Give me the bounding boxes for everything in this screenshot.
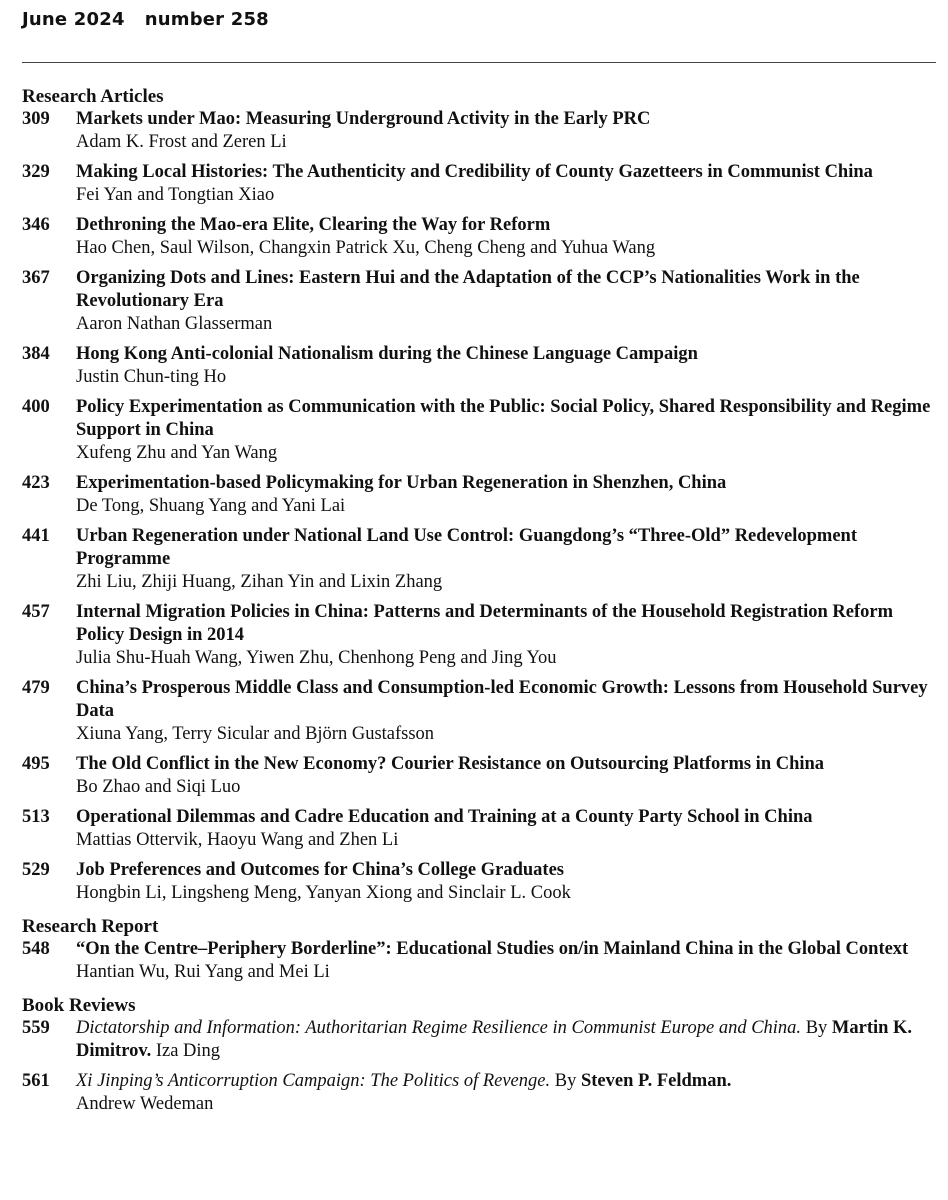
header-rule [22,62,936,63]
article-authors: Aaron Nathan Glasserman [76,314,273,334]
page-number: 346 [22,215,50,235]
issue-number: number 258 [144,9,269,30]
article-title[interactable]: Markets under Mao: Measuring Underground Activity in the Early PRC [76,109,651,129]
book-title[interactable]: Xi Jinping’s Anticorruption Campaign: The Politics of Revenge. [76,1071,551,1091]
article-title[interactable]: Experimentation-based Policymaking for Urban Regeneration in Shenzhen, China [76,473,727,493]
toc-entry[interactable] [22,601,938,670]
page-number: 423 [22,473,50,493]
section-title-book-reviews: Book Reviews [22,995,136,1016]
issue-date: June 2024 [22,9,125,30]
book-title[interactable]: Dictatorship and Information: Authoritarian Regime Resilience in Communist Europe and China. [76,1018,802,1038]
page-number: 384 [22,344,50,364]
page-number: 329 [22,162,50,182]
page-number: 457 [22,602,50,622]
toc-entry[interactable] [22,214,938,260]
section-title-research-report: Research Report [22,916,159,937]
article-title[interactable]: Organizing Dots and Lines: Eastern Hui and the Adaptation of the CCP’s Nationalities Work in the Revolutionary Era [76,268,860,311]
by-label: By [805,1018,828,1038]
reviewer: Iza Ding [155,1041,221,1061]
page-number: 513 [22,807,50,827]
reviewer: Andrew Wedeman [76,1094,214,1114]
article-title[interactable]: Internal Migration Policies in China: Patterns and Determinants of the Household Registration Reform Policy Design in 2014 [76,602,894,645]
article-authors: Bo Zhao and Siqi Luo [76,777,241,797]
article-authors: Xufeng Zhu and Yan Wang [76,443,278,463]
article-authors: Julia Shu-Huah Wang, Yiwen Zhu, Chenhong Peng and Jing You [76,648,557,668]
article-authors: Fei Yan and Tongtian Xiao [76,185,275,205]
page-number: 559 [22,1018,50,1038]
article-title[interactable]: The Old Conflict in the New Economy? Courier Resistance on Outsourcing Platforms in China [76,754,825,774]
article-title[interactable]: Operational Dilemmas and Cadre Education and Training at a County Party School in China [76,807,813,827]
article-authors: Adam K. Frost and Zeren Li [76,132,287,152]
article-authors: Hongbin Li, Lingsheng Meng, Yanyan Xiong and Sinclair L. Cook [76,883,571,903]
article-title[interactable]: Job Preferences and Outcomes for China’s College Graduates [76,860,564,880]
article-title[interactable]: Making Local Histories: The Authenticity and Credibility of County Gazetteers in Communist China [76,162,873,182]
toc-entry[interactable] [22,677,938,746]
toc-entry[interactable] [22,806,938,852]
toc-entry[interactable] [22,938,938,984]
page-number: 548 [22,939,50,959]
article-authors: Hantian Wu, Rui Yang and Mei Li [76,962,330,982]
article-authors: De Tong, Shuang Yang and Yani Lai [76,496,346,516]
article-authors: Hao Chen, Saul Wilson, Changxin Patrick Xu, Cheng Cheng and Yuhua Wang [76,238,656,258]
article-title[interactable]: Dethroning the Mao-era Elite, Clearing the Way for Reform [76,215,551,235]
toc-entry[interactable] [22,343,938,389]
page-number: 309 [22,109,50,129]
page-number: 561 [22,1071,50,1091]
article-title[interactable]: Policy Experimentation as Communication with the Public: Social Policy, Shared Responsibility and Regime Support in China [76,397,931,440]
toc-entry[interactable] [22,525,938,594]
page-number: 367 [22,268,50,288]
table-of-contents [22,86,938,1123]
toc-entry[interactable] [22,161,938,207]
toc-entry[interactable] [22,267,938,336]
toc-entry[interactable] [22,396,938,465]
issue-header [22,9,269,30]
toc-entry[interactable] [22,753,938,799]
page-number: 479 [22,678,50,698]
section-title-research-articles: Research Articles [22,86,164,107]
by-label: By [554,1071,577,1091]
article-authors: Justin Chun-ting Ho [76,367,227,387]
article-title[interactable]: “On the Centre–Periphery Borderline”: Educational Studies on/in Mainland China in the Global Context [76,939,909,959]
book-review-entry[interactable] [22,1070,938,1116]
article-title[interactable]: Hong Kong Anti-colonial Nationalism during the Chinese Language Campaign [76,344,698,364]
toc-entry[interactable] [22,472,938,518]
page-number: 400 [22,397,50,417]
article-title[interactable]: China’s Prosperous Middle Class and Consumption-led Economic Growth: Lessons from Household Survey Data [76,678,928,721]
page-number: 529 [22,860,50,880]
book-author: Martin K. Dimitrov. [76,1018,913,1061]
toc-entry[interactable] [22,108,938,154]
page-number: 441 [22,526,50,546]
book-review-entry[interactable] [22,1017,938,1063]
book-author: Steven P. Feldman. [580,1071,732,1091]
toc-entry[interactable] [22,859,938,905]
article-title[interactable]: Urban Regeneration under National Land Use Control: Guangdong’s “Three-Old” Redevelopment Programme [76,526,857,569]
article-authors: Mattias Ottervik, Haoyu Wang and Zhen Li [76,830,399,850]
article-authors: Xiuna Yang, Terry Sicular and Björn Gustafsson [76,724,435,744]
article-authors: Zhi Liu, Zhiji Huang, Zihan Yin and Lixin Zhang [76,572,443,592]
page-number: 495 [22,754,50,774]
